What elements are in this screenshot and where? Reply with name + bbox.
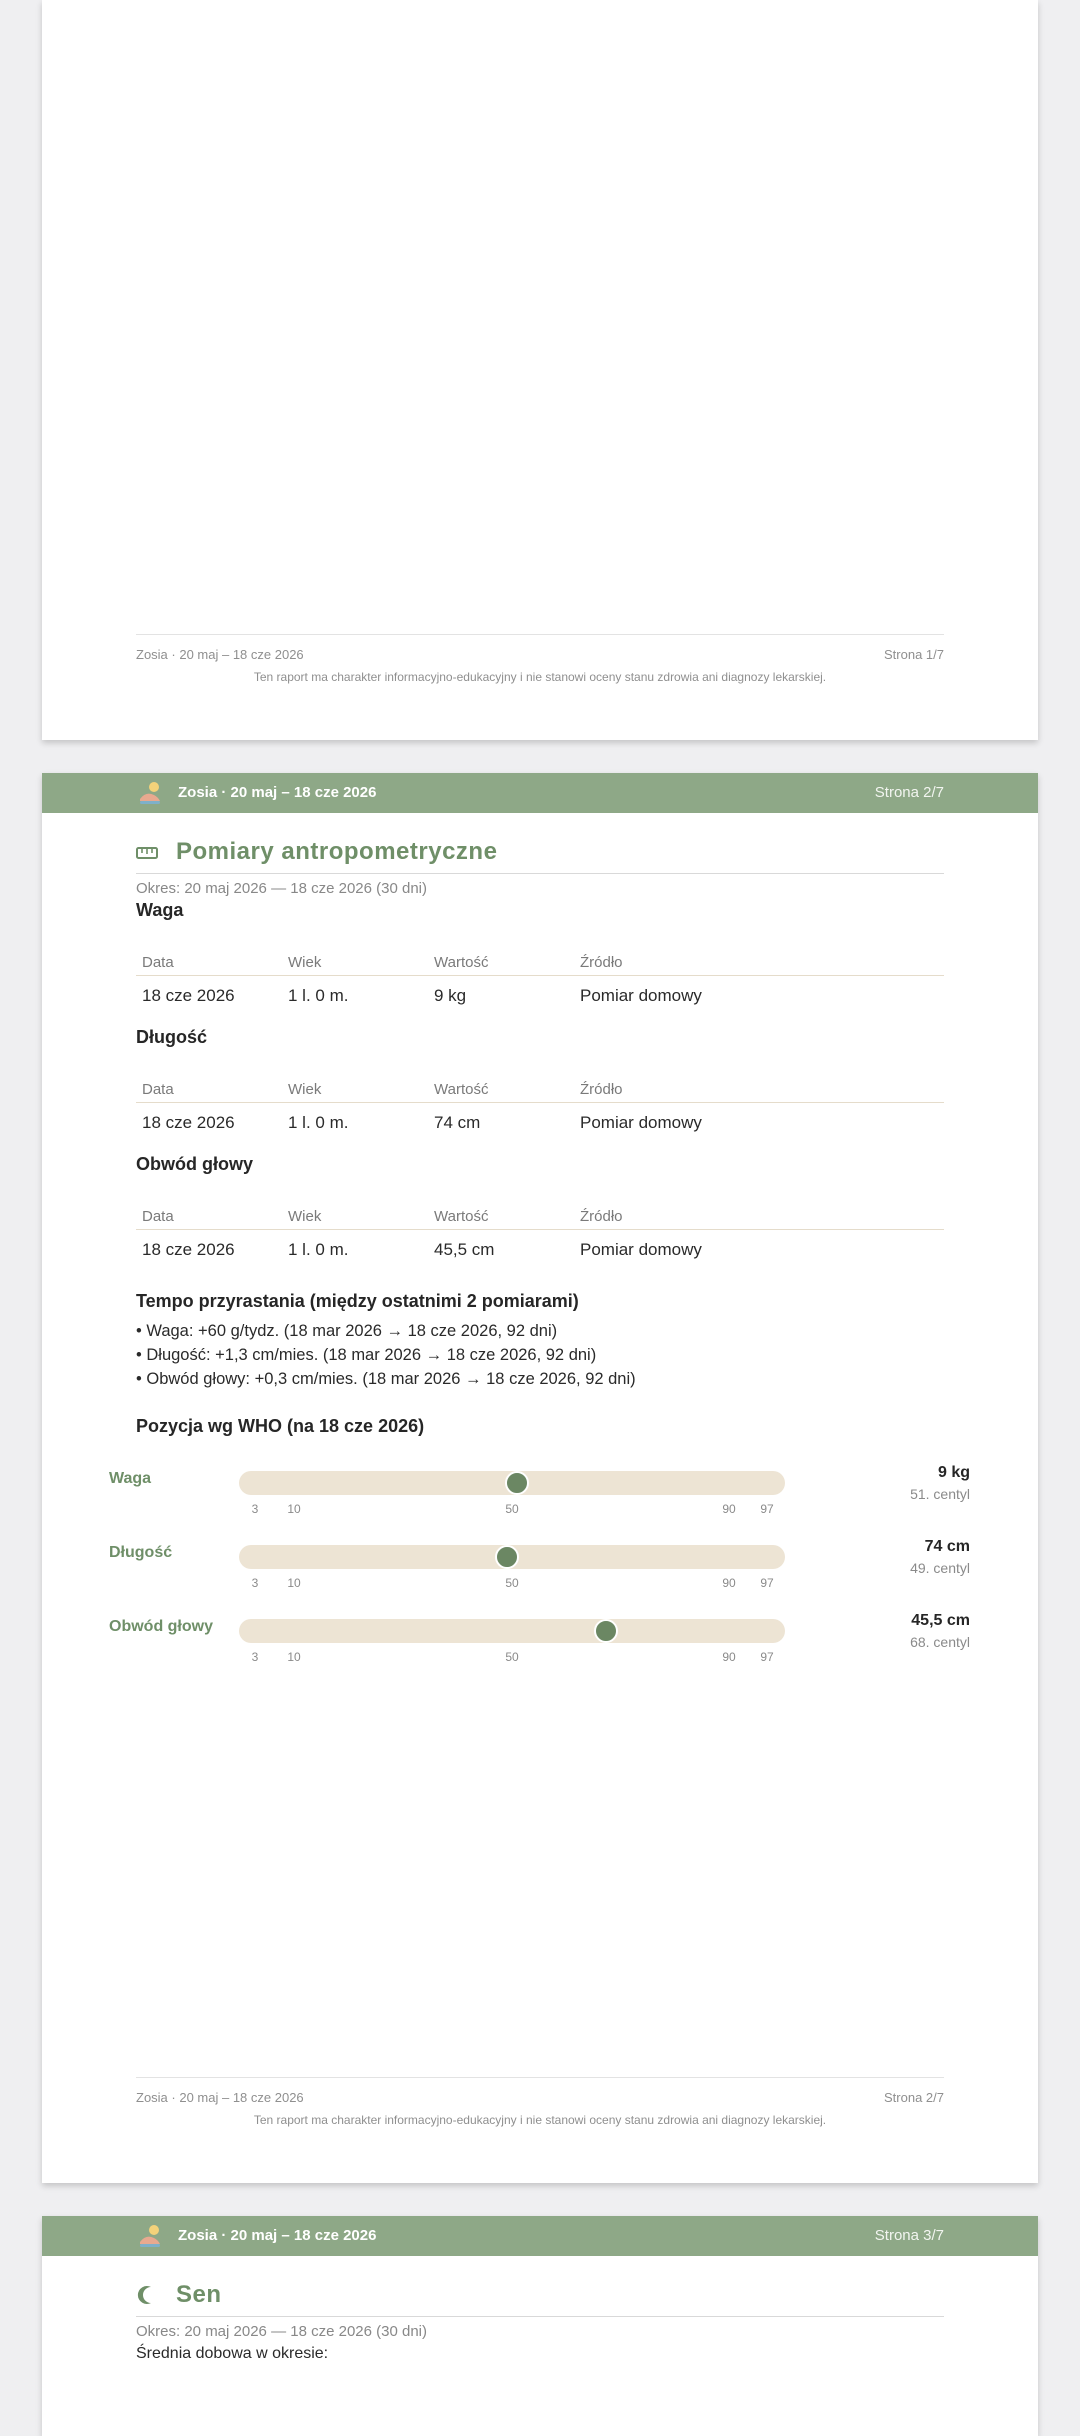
who-value-length: 74 cm [924,1538,970,1555]
who-percentile-head-circumference: 68. centyl [910,1634,970,1650]
footer-disclaimer: Ten raport ma charakter informacyjno-edukacyjny i nie stanowi oceny stanu zdrowia ani diagnozy lekarskiej. [253,2113,827,2127]
table-header-divider [136,1102,944,1103]
column-header-value: Wartość [434,1081,489,1098]
report-page-2 [42,773,1038,2183]
who-value-head-circumference: 45,5 cm [911,1612,970,1629]
app-logo-icon [136,2222,164,2250]
who-label-length: Długość [109,1544,173,1561]
table-title-weight: Waga [136,900,184,920]
table-cell-source: Pomiar domowy [580,1240,702,1259]
page-header [42,2216,1038,2256]
tick-label: 50 [505,1576,519,1590]
table-cell-value: 9 kg [434,986,467,1005]
footer-child-period: Zosia · 20 maj – 18 cze 2026 [136,2090,304,2105]
column-header-age: Wiek [288,1081,322,1098]
table-cell-age: 1 l. 0 m. [288,1240,349,1259]
tick-label: 90 [722,1502,736,1516]
table-cell-source: Pomiar domowy [580,1113,702,1132]
section-divider [136,873,944,874]
tick-label: 10 [287,1576,301,1590]
footer-page-number: Strona 2/7 [884,2090,944,2105]
who-percentile-marker [594,1619,618,1643]
column-header-date: Data [142,954,174,971]
sleep-average-subtitle: Średnia dobowa w okresie: [136,2345,329,2362]
growth-item-head: • Obwód głowy: +0,3 cm/mies. (18 mar 2026 → 18 cze 2026, 92 dni) [136,1370,636,1388]
table-cell-date: 18 cze 2026 [142,986,235,1005]
table-cell-age: 1 l. 0 m. [288,986,349,1005]
moon-icon [136,2284,158,2306]
report-page-3 [42,2216,1038,2436]
table-cell-value: 45,5 cm [434,1240,495,1259]
app-logo-icon [136,779,164,807]
column-header-value: Wartość [434,954,489,971]
table-cell-age: 1 l. 0 m. [288,1113,349,1132]
who-label-weight: Waga [109,1470,152,1487]
page-header [42,773,1038,813]
header-page-number: Strona 3/7 [874,2227,944,2244]
header-page-number: Strona 2/7 [874,784,944,801]
footer-page-number: Strona 1/7 [884,647,944,662]
section-title-anthropometry: Pomiary antropometryczne [176,838,498,865]
tick-label: 50 [505,1650,519,1664]
table-title-length: Długość [136,1027,208,1047]
section-divider [136,2316,944,2317]
column-header-age: Wiek [288,1208,322,1225]
who-percentile-marker [495,1545,519,1569]
tick-label: 97 [760,1576,774,1590]
who-percentile-track-weight [239,1471,785,1495]
period-text: Okres: 20 maj 2026 — 18 cze 2026 (30 dni) [136,2323,427,2340]
who-position-title: Pozycja wg WHO (na 18 cze 2026) [136,1416,425,1436]
tick-label: 10 [287,1502,301,1516]
growth-item-length: • Długość: +1,3 cm/mies. (18 mar 2026 → 18 cze 2026, 92 dni) [136,1346,597,1364]
footer-disclaimer: Ten raport ma charakter informacyjno-edukacyjny i nie stanowi oceny stanu zdrowia ani diagnozy lekarskiej. [253,670,827,684]
column-header-source: Źródło [580,1081,623,1098]
table-header-divider [136,975,944,976]
tick-label: 10 [287,1650,301,1664]
tick-label: 97 [760,1650,774,1664]
table-cell-date: 18 cze 2026 [142,1113,235,1132]
who-percentile-length: 49. centyl [910,1560,970,1576]
report-page-1 [42,0,1038,740]
header-title: Zosia · 20 maj – 18 cze 2026 [178,2227,377,2244]
growth-rate-title: Tempo przyrastania (między ostatnimi 2 pomiarami) [136,1291,579,1311]
column-header-age: Wiek [288,954,322,971]
tick-label: 50 [505,1502,519,1516]
footer-child-period: Zosia · 20 maj – 18 cze 2026 [136,647,304,662]
who-label-head-circumference: Obwód głowy [109,1618,213,1635]
tick-label: 3 [251,1502,259,1516]
tick-label: 3 [251,1576,259,1590]
table-title-head-circumference: Obwód głowy [136,1154,253,1174]
table-cell-value: 74 cm [434,1113,481,1132]
period-text: Okres: 20 maj 2026 — 18 cze 2026 (30 dni) [136,880,427,897]
column-header-date: Data [142,1208,174,1225]
table-cell-source: Pomiar domowy [580,986,702,1005]
who-percentile-marker [505,1471,529,1495]
growth-item-weight: • Waga: +60 g/tydz. (18 mar 2026 → 18 cze 2026, 92 dni) [136,1322,558,1340]
section-title-sleep: Sen [176,2281,222,2308]
column-header-source: Źródło [580,954,623,971]
header-title: Zosia · 20 maj – 18 cze 2026 [178,784,377,801]
who-percentile-track-head [239,1619,785,1643]
footer-divider [136,634,944,635]
column-header-value: Wartość [434,1208,489,1225]
who-percentile-track-length [239,1545,785,1569]
tick-label: 90 [722,1650,736,1664]
tick-label: 97 [760,1502,774,1516]
ruler-icon [136,846,158,860]
tick-label: 90 [722,1576,736,1590]
footer-divider [136,2077,944,2078]
table-cell-date: 18 cze 2026 [142,1240,235,1259]
who-value-weight: 9 kg [937,1464,970,1481]
who-percentile-weight: 51. centyl [910,1486,970,1502]
column-header-source: Źródło [580,1208,623,1225]
table-header-divider [136,1229,944,1230]
column-header-date: Data [142,1081,174,1098]
tick-label: 3 [251,1650,259,1664]
